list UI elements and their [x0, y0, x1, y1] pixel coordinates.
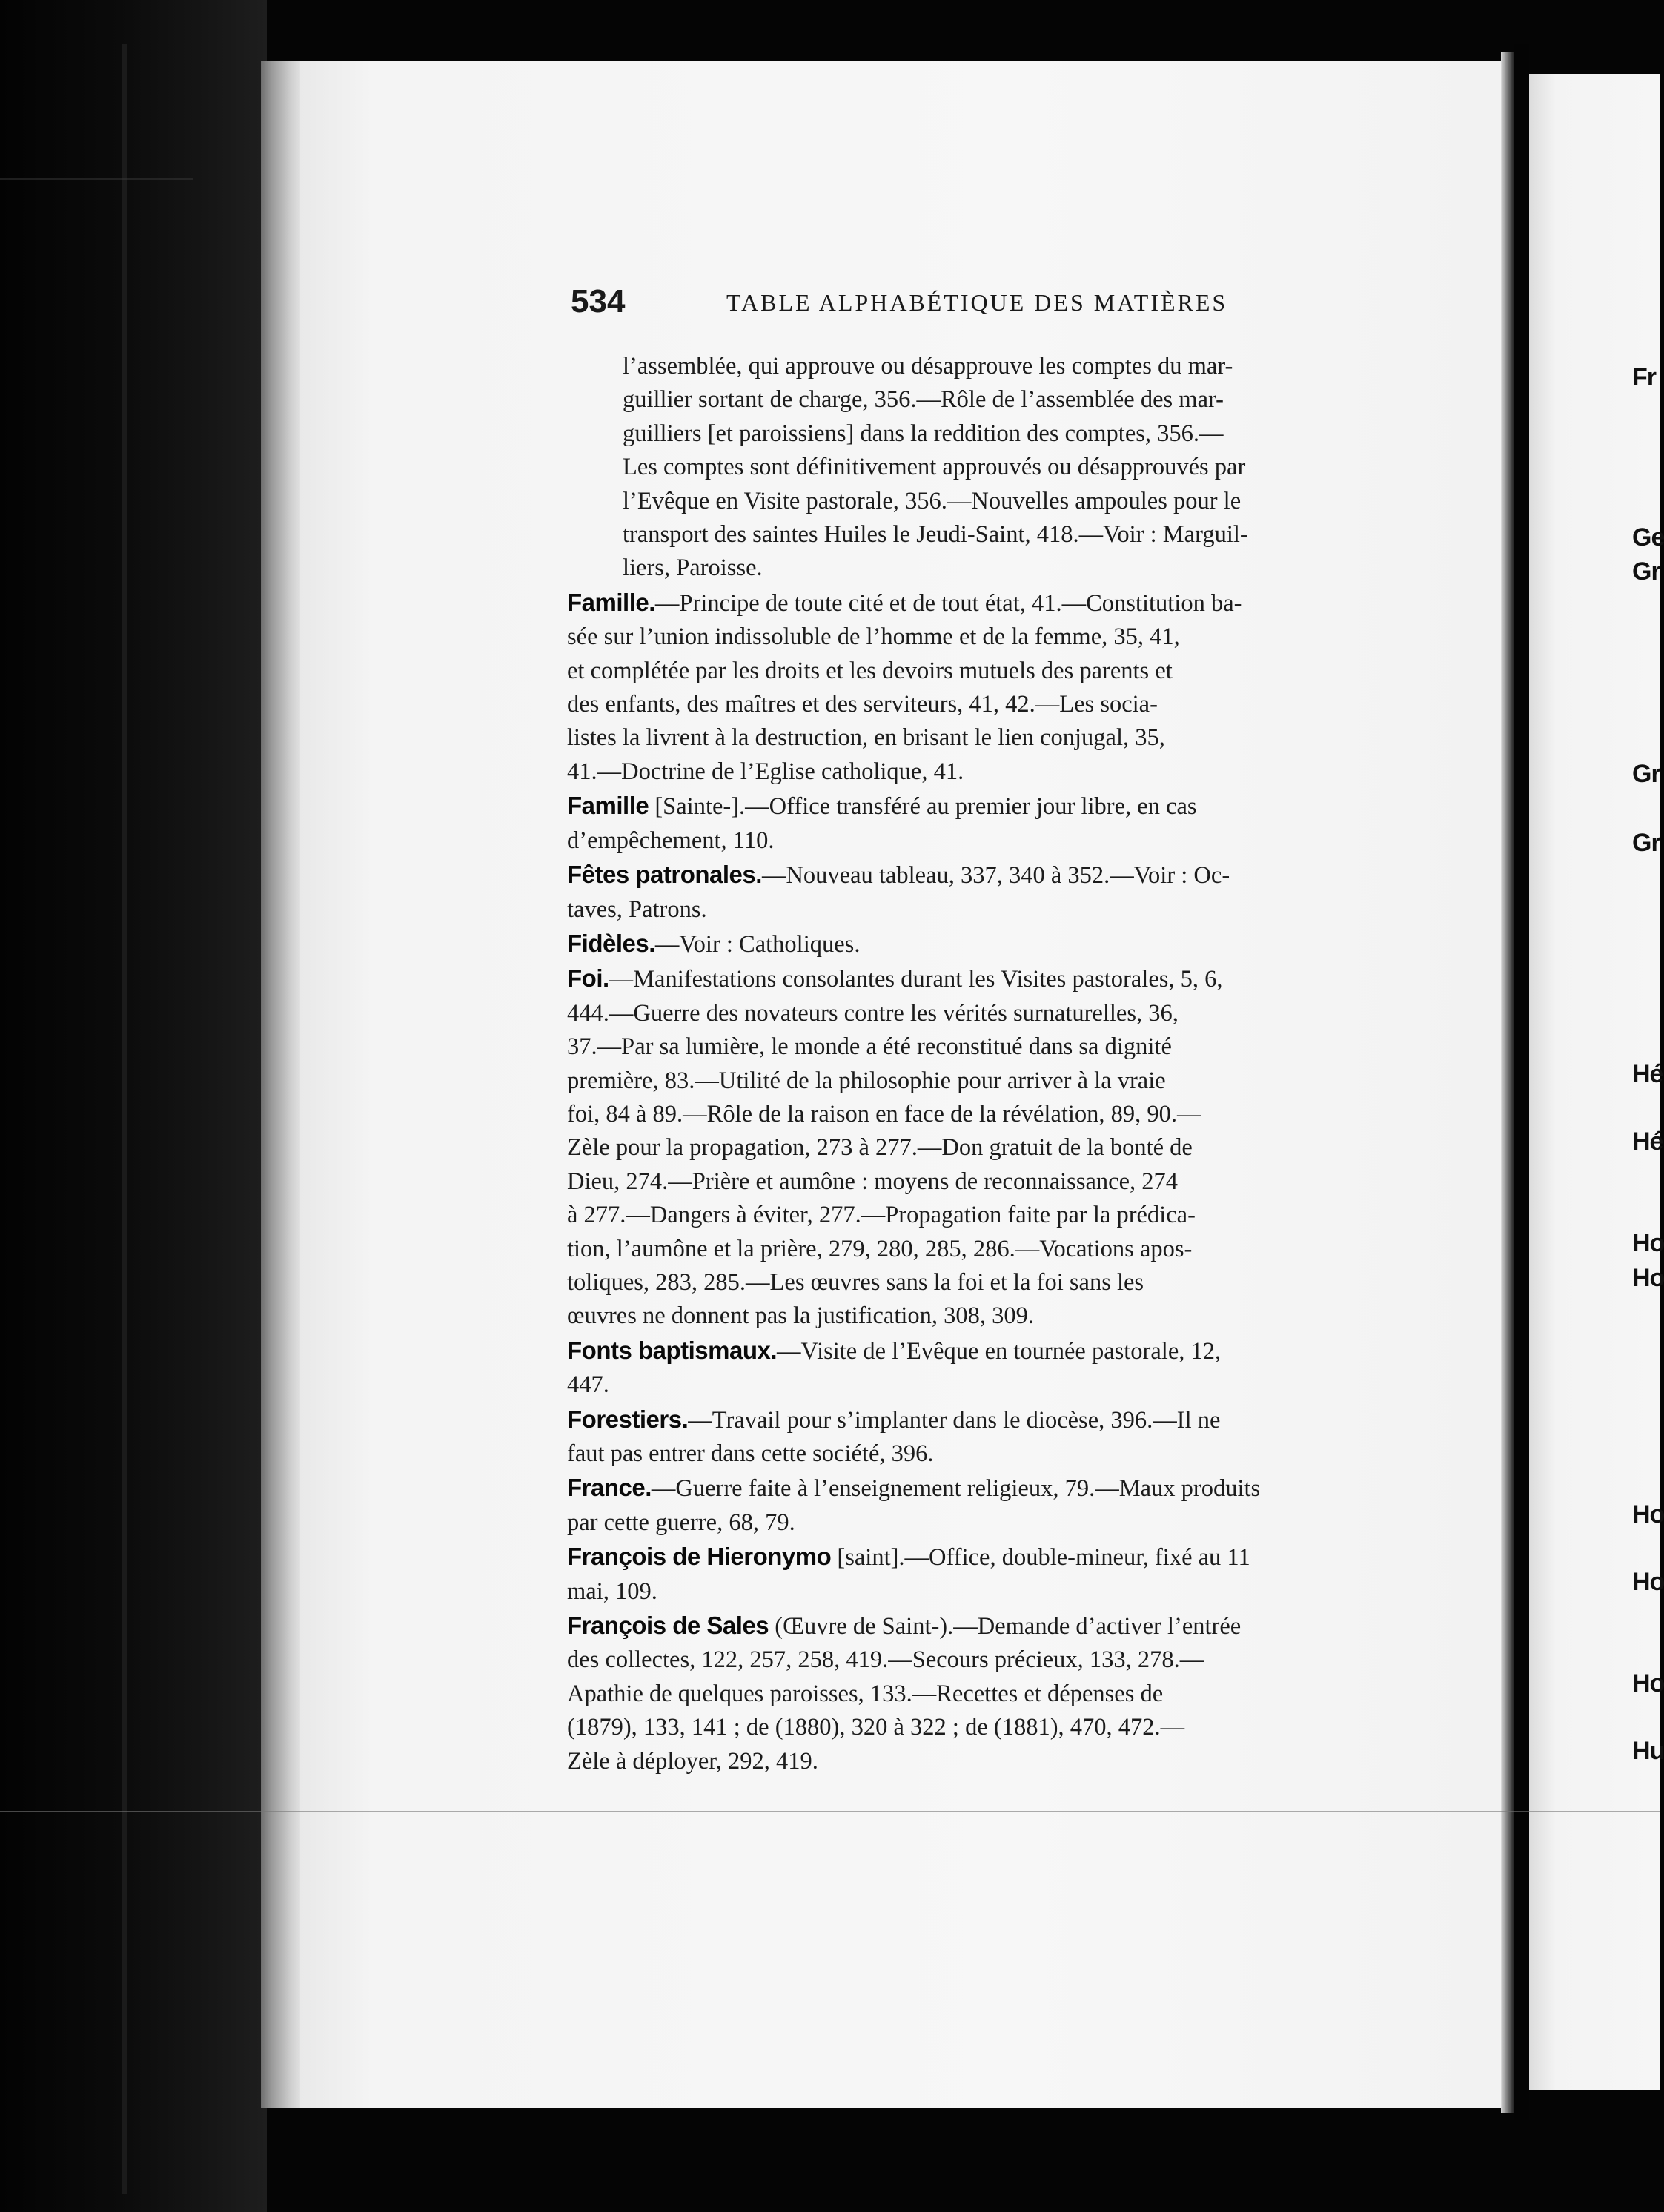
index-entry	[567, 858, 1375, 927]
index-entry	[567, 927, 1375, 961]
entry-text: [Sainte-].—Office transféré au premier jour libre, en cas	[649, 793, 1197, 821]
facing-page-heading-fragment: Fr	[1632, 363, 1656, 391]
index-line	[567, 1334, 1375, 1368]
index-entry	[567, 1471, 1375, 1540]
index-line: à 277.—Dangers à éviter, 277.—Propagation faite par la prédica-	[567, 1202, 1196, 1229]
index-line: des collectes, 122, 257, 258, 419.—Secours précieux, 133, 278.—	[567, 1646, 1204, 1674]
index-line: guillier sortant de charge, 356.—Rôle de l’assemblée des mar-	[623, 386, 1224, 414]
index-line: d’empêchement, 110.	[567, 827, 775, 854]
index-line: l’Evêque en Visite pastorale, 356.—Nouvelles ampoules pour le	[623, 487, 1242, 514]
index-line: tion, l’aumône et la prière, 279, 280, 285, 286.—Vocations apos-	[567, 1235, 1193, 1262]
facing-page-heading-fragment: Gr	[1632, 557, 1660, 586]
index-line	[567, 1540, 1375, 1574]
book-gutter	[1514, 44, 1529, 2120]
index-line	[567, 1403, 1375, 1437]
entry-heading: Foi.	[567, 964, 609, 993]
entry-text: —Visite de l’Evêque en tournée pastorale, 12,	[777, 1337, 1222, 1365]
index-line: première, 83.—Utilité de la philosophie pour arriver à la vraie	[567, 1067, 1166, 1094]
index-line: Les comptes sont définitivement approuvés ou désapprouvés par	[623, 454, 1246, 481]
index-line	[567, 1471, 1375, 1506]
scanner-left-margin	[0, 0, 267, 2212]
index-line: par cette guerre, 68, 79.	[567, 1509, 795, 1536]
index-line	[567, 858, 1375, 893]
index-line	[567, 586, 1375, 620]
index-line: sée sur l’union indissoluble de l’homme et de la femme, 35, 41,	[567, 623, 1180, 651]
entry-heading: France.	[567, 1474, 652, 1502]
index-line: Dieu, 274.—Prière et aumône : moyens de reconnaissance, 274	[567, 1168, 1178, 1195]
entry-heading: Famille	[567, 792, 649, 820]
index-line: foi, 84 à 89.—Rôle de la raison en face de la révélation, 89, 90.—	[567, 1100, 1201, 1127]
index-line: Apathie de quelques paroisses, 133.—Recettes et dépenses de	[567, 1680, 1164, 1707]
entry-heading: Fêtes patronales.	[567, 861, 762, 889]
index-entry	[567, 1334, 1375, 1403]
index-line	[567, 789, 1375, 824]
index-entries	[567, 586, 1375, 1778]
index-entry	[567, 961, 1375, 1333]
index-entry	[567, 1403, 1375, 1471]
facing-page-heading-fragment: Ge	[1632, 523, 1664, 552]
index-entry	[567, 1609, 1375, 1778]
entry-text: —Travail pour s’implanter dans le diocèse, 396.—Il ne	[688, 1406, 1221, 1434]
entry-text: —Voir : Catholiques.	[654, 930, 861, 958]
facing-page-heading-fragment: Hé	[1632, 1060, 1663, 1088]
index-line: 444.—Guerre des novateurs contre les vérités surnaturelles, 36,	[567, 999, 1179, 1027]
page-binding-shadow	[261, 61, 304, 2108]
index-line: Zèle à déployer, 292, 419.	[567, 1747, 818, 1775]
index-line: œuvres ne donnent pas la justification, 308, 309.	[567, 1302, 1035, 1330]
entry-heading: Fidèles.	[567, 929, 655, 957]
entry-text: [saint].—Office, double-mineur, fixé au 11	[831, 1544, 1250, 1572]
facing-page-heading-fragment: Ho	[1632, 1500, 1664, 1529]
index-line: des enfants, des maîtres et des serviteurs, 41, 42.—Les socia-	[567, 691, 1158, 718]
index-line: (1879), 133, 141 ; de (1880), 320 à 322 ; de (1881), 470, 472.—	[567, 1714, 1185, 1741]
index-line: transport des saintes Huiles le Jeudi-Saint, 418.—Voir : Marguil-	[623, 521, 1248, 549]
index-line: 447.	[567, 1371, 609, 1399]
index-line: mai, 109.	[567, 1577, 657, 1605]
running-title: TABLE ALPHABÉTIQUE DES MATIÈRES	[726, 289, 1228, 316]
facing-page-heading-fragment: Ho	[1632, 1669, 1664, 1698]
index-line: et complétée par les droits et les devoirs mutuels des parents et	[567, 657, 1173, 684]
entry-heading: François de Hieronymo	[567, 1543, 832, 1571]
facing-page-heading-fragment: Gr	[1632, 760, 1660, 788]
entry-text: —Guerre faite à l’enseignement religieux, 79.—Maux produits	[651, 1475, 1261, 1503]
index-entry	[567, 586, 1375, 789]
index-line	[567, 1609, 1375, 1643]
index-line: 41.—Doctrine de l’Eglise catholique, 41.	[567, 758, 964, 785]
index-entry	[567, 789, 1375, 858]
facing-page-heading-fragment: Hu	[1632, 1737, 1664, 1765]
entry-heading: Forestiers.	[567, 1405, 689, 1433]
index-line: 37.—Par sa lumière, le monde a été reconstitué dans sa dignité	[567, 1033, 1172, 1061]
entry-text: —Manifestations consolantes durant les Visites pastorales, 5, 6,	[609, 966, 1223, 993]
scan-artifact-line	[0, 1811, 1660, 1812]
index-text	[567, 350, 1375, 1778]
entry-heading: Fonts baptismaux.	[567, 1336, 778, 1364]
entry-heading: François de Sales	[567, 1612, 769, 1640]
facing-page-heading-fragment: Ho	[1632, 1264, 1664, 1292]
entry-text: (Œuvre de Saint-).—Demande d’activer l’entrée	[769, 1613, 1242, 1640]
index-line	[567, 961, 1375, 996]
page-edge	[1501, 52, 1514, 2113]
facing-page-heading-fragment: Hé	[1632, 1127, 1663, 1156]
index-line: Zèle pour la propagation, 273 à 277.—Don gratuit de la bonté de	[567, 1134, 1193, 1162]
facing-page-heading-fragment: Ho	[1632, 1229, 1664, 1257]
index-line	[567, 927, 1375, 961]
index-line: toliques, 283, 285.—Les œuvres sans la foi et la foi sans les	[567, 1268, 1144, 1296]
index-line: guilliers [et paroissiens] dans la reddition des comptes, 356.—	[623, 420, 1224, 447]
entry-heading: Famille.	[567, 588, 655, 616]
index-line: liers, Paroisse.	[623, 554, 763, 582]
index-line: listes la livrent à la destruction, en brisant le lien conjugal, 35,	[567, 724, 1165, 752]
facing-page-heading-fragment: Gr	[1632, 829, 1660, 857]
continued-entry	[567, 350, 1375, 586]
index-line: l’assemblée, qui approuve ou désapprouve les comptes du mar-	[623, 353, 1233, 380]
entry-text: —Principe de toute cité et de tout état, 41.—Constitution ba-	[654, 589, 1242, 617]
entry-text: —Nouveau tableau, 337, 340 à 352.—Voir : Oc-	[761, 862, 1230, 890]
index-line: taves, Patrons.	[567, 895, 707, 923]
page-number: 534	[571, 283, 626, 319]
facing-page-heading-fragment: Ho	[1632, 1568, 1664, 1596]
index-entry	[567, 1540, 1375, 1609]
index-line: faut pas entrer dans cette société, 396.	[567, 1440, 934, 1467]
